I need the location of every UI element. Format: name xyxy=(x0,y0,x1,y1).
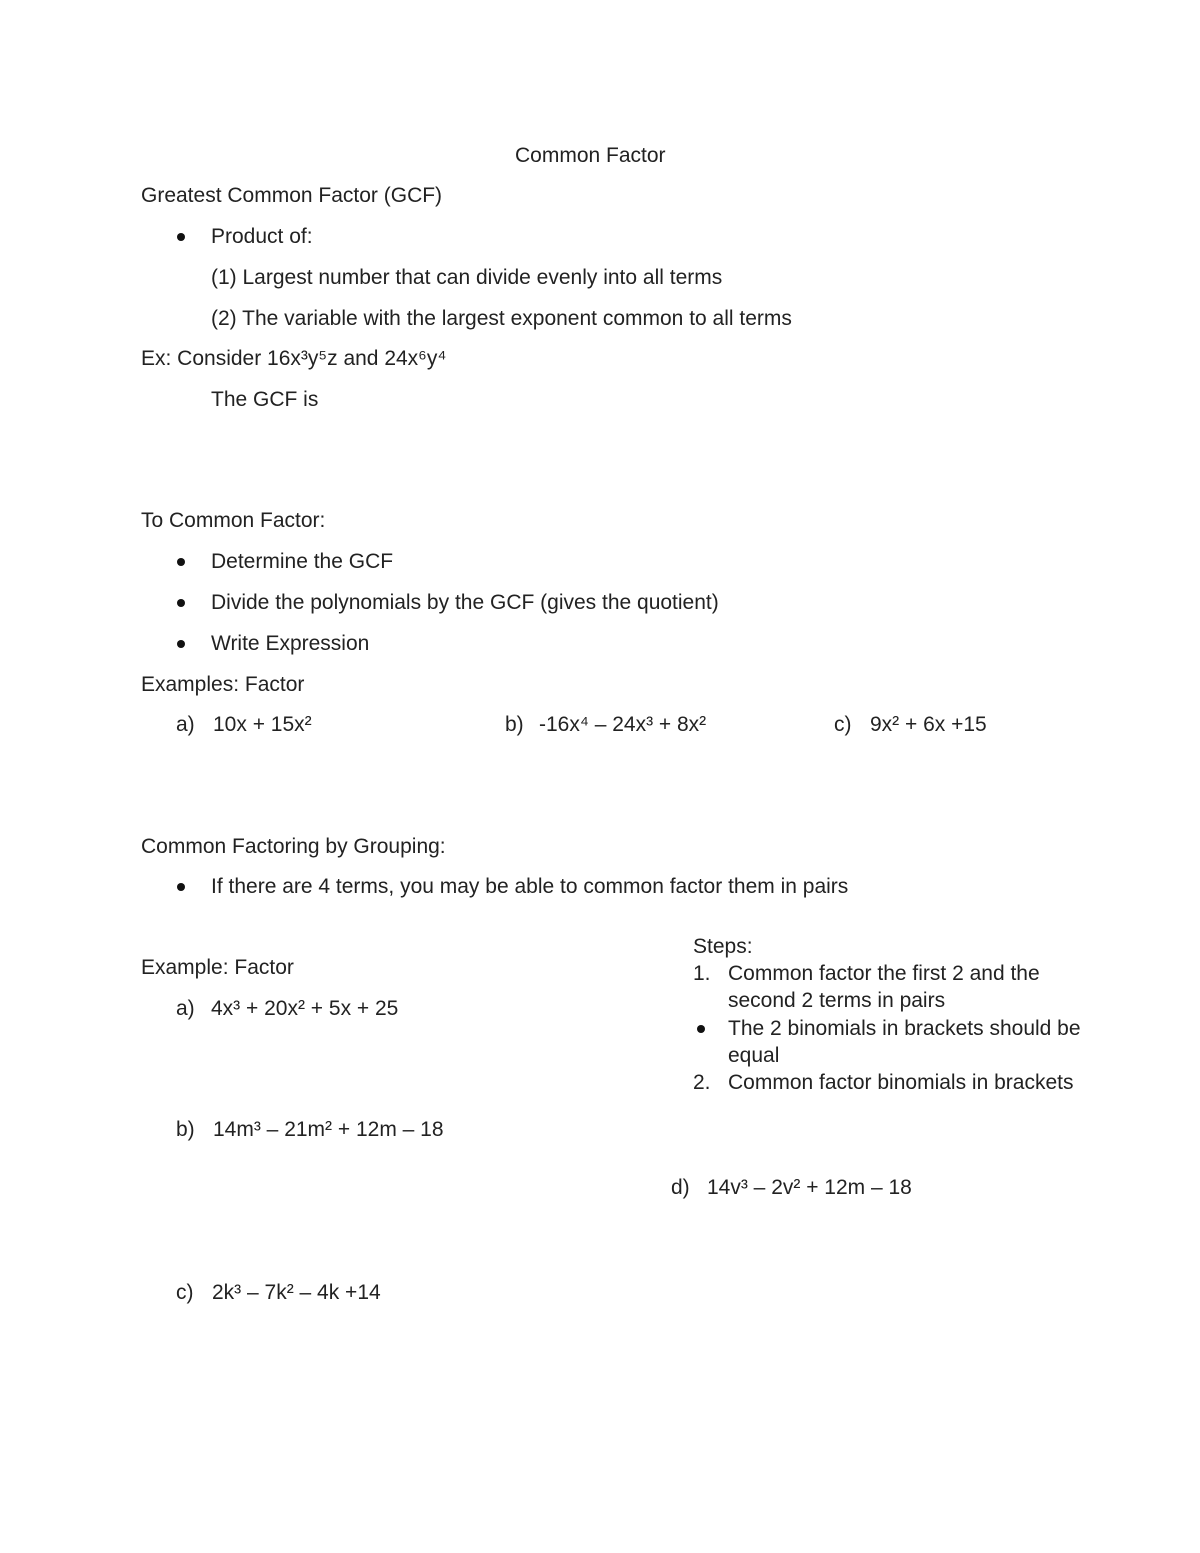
gcf-bullet: Product of: xyxy=(211,225,313,248)
gcf-heading: Greatest Common Factor (GCF) xyxy=(141,184,443,207)
gcf-example: Ex: Consider 16x³y⁵z and 24x⁶y⁴ xyxy=(141,347,447,370)
bullet-icon xyxy=(177,640,185,648)
grouping-d-expr: 14v³ – 2v² + 12m – 18 xyxy=(707,1176,912,1199)
example-b-expr: -16x⁴ – 24x³ + 8x² xyxy=(539,713,707,736)
step-bullet-1: Determine the GCF xyxy=(211,550,394,573)
step-2-text: Common factor binomials in brackets xyxy=(728,1071,1074,1094)
grouping-c-expr: 2k³ – 7k² – 4k +14 xyxy=(212,1281,381,1304)
steps-heading: To Common Factor: xyxy=(141,509,326,532)
example-c-label: c) xyxy=(834,713,852,736)
gcf-answer-prompt: The GCF is xyxy=(211,388,319,411)
grouping-heading: Common Factoring by Grouping: xyxy=(141,835,446,858)
example-c-expr: 9x² + 6x +15 xyxy=(870,713,987,736)
example-b-label: b) xyxy=(505,713,524,736)
page-title: Common Factor xyxy=(515,144,666,167)
grouping-b-label: b) xyxy=(176,1118,195,1141)
step-2-number: 2. xyxy=(693,1071,711,1094)
examples-heading: Examples: Factor xyxy=(141,673,305,696)
step-1-line-2: second 2 terms in pairs xyxy=(728,989,946,1012)
grouping-b-expr: 14m³ – 21m² + 12m – 18 xyxy=(213,1118,444,1141)
bullet-icon xyxy=(177,558,185,566)
grouping-bullet: If there are 4 terms, you may be able to common factor them in pairs xyxy=(211,875,849,898)
bullet-icon xyxy=(177,233,185,241)
step-1-number: 1. xyxy=(693,962,711,985)
steps-bullet-line-2: equal xyxy=(728,1044,780,1067)
grouping-c-label: c) xyxy=(176,1281,194,1304)
grouping-a-expr: 4x³ + 20x² + 5x + 25 xyxy=(211,997,399,1020)
grouping-a-label: a) xyxy=(176,997,195,1020)
grouping-steps-heading: Steps: xyxy=(693,935,753,958)
example-a-expr: 10x + 15x² xyxy=(213,713,312,736)
step-bullet-3: Write Expression xyxy=(211,632,370,655)
step-bullet-2: Divide the polynomials by the GCF (gives the quotient) xyxy=(211,591,719,614)
bullet-icon xyxy=(697,1025,705,1033)
gcf-item-2: (2) The variable with the largest exponent common to all terms xyxy=(211,307,792,330)
steps-bullet-line-1: The 2 binomials in brackets should be xyxy=(728,1017,1081,1040)
grouping-example-heading: Example: Factor xyxy=(141,956,294,979)
step-1-line-1: Common factor the first 2 and the xyxy=(728,962,1040,985)
grouping-d-label: d) xyxy=(671,1176,690,1199)
bullet-icon xyxy=(177,599,185,607)
gcf-item-1: (1) Largest number that can divide evenly into all terms xyxy=(211,266,723,289)
example-a-label: a) xyxy=(176,713,195,736)
bullet-icon xyxy=(177,883,185,891)
